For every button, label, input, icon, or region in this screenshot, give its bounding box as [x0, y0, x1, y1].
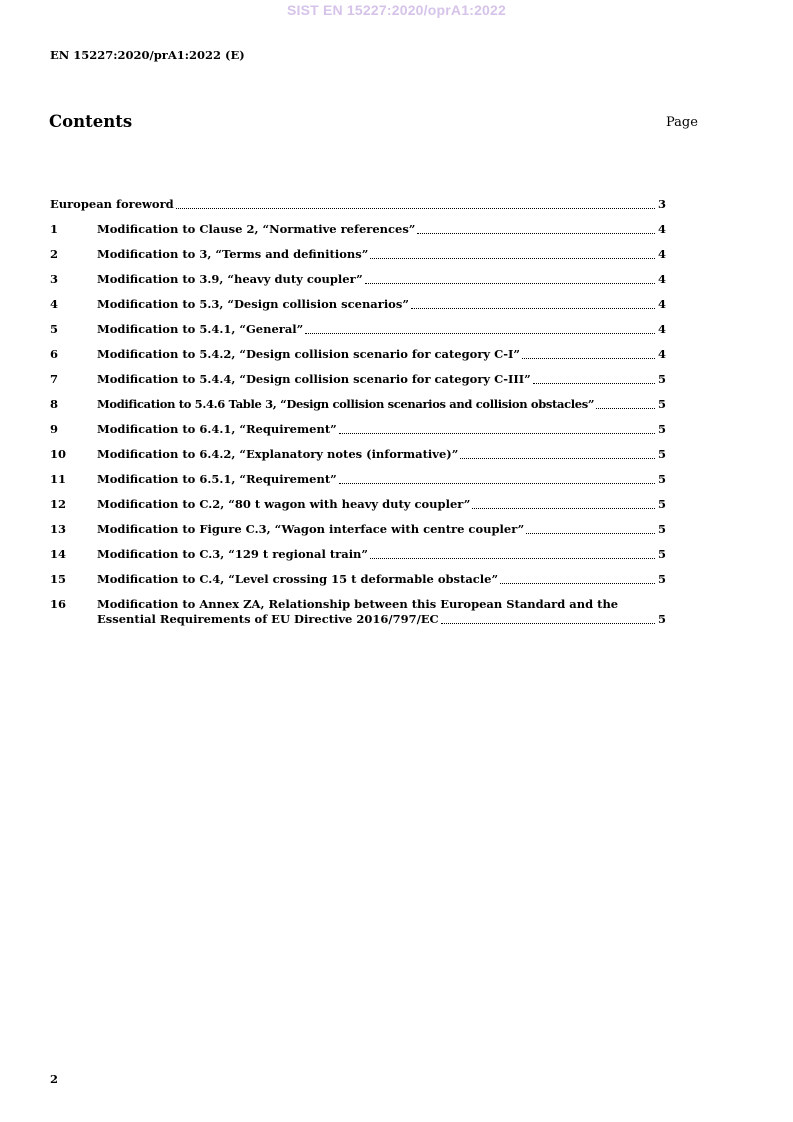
dot-leader — [365, 283, 655, 284]
toc-page-number: 5 — [657, 372, 666, 386]
toc-entry-title: Modification to 5.3, “Design collision scenarios” — [97, 297, 409, 311]
dot-leader — [339, 483, 655, 484]
dot-leader — [370, 558, 655, 559]
toc-page-number: 4 — [657, 322, 666, 336]
toc-entry-number: 14 — [50, 547, 67, 561]
toc-entry[interactable] — [50, 497, 666, 512]
toc-page-number: 5 — [657, 522, 666, 536]
toc-entry[interactable] — [50, 197, 666, 212]
toc-entry-title: Modification to Figure C.3, “Wagon interface with centre coupler” — [97, 522, 525, 536]
toc-entry-title: Modification to 5.4.2, “Design collision scenario for category C-I” — [97, 347, 521, 361]
watermark: SIST EN 15227:2020/oprA1:2022 — [286, 2, 507, 18]
toc-entry[interactable] — [50, 247, 666, 262]
toc-page-number: 5 — [657, 612, 666, 626]
toc-entry[interactable] — [50, 572, 666, 587]
toc-page-number: 5 — [657, 447, 666, 461]
toc-entry-title: Modification to C.4, “Level crossing 15 t deformable obstacle” — [97, 572, 499, 586]
toc-entry-number: 16 — [50, 597, 67, 611]
toc-entry-number: 6 — [50, 347, 59, 361]
toc-entry-title: Modification to C.2, “80 t wagon with heavy duty coupler” — [97, 497, 471, 511]
toc-page-number: 4 — [657, 222, 666, 236]
dot-leader — [460, 458, 655, 459]
toc-entry-number: 15 — [50, 572, 67, 586]
toc-entry-number: 5 — [50, 322, 59, 336]
toc-entry[interactable] — [50, 397, 666, 412]
toc-entry-number: 13 — [50, 522, 67, 536]
toc-entry[interactable] — [50, 347, 666, 362]
dot-leader — [526, 533, 655, 534]
toc-page-number: 5 — [657, 397, 666, 411]
toc-entry-title: Modification to 6.4.2, “Explanatory notes (informative)” — [97, 447, 459, 461]
toc-entry-title: Modification to 6.4.1, “Requirement” — [97, 422, 337, 436]
toc-entry-number: 7 — [50, 372, 59, 386]
toc-entry-title: Modification to 3.9, “heavy duty coupler” — [97, 272, 363, 286]
dot-leader — [370, 258, 655, 259]
toc-page-number: 4 — [657, 272, 666, 286]
toc-entry[interactable] — [50, 272, 666, 287]
toc-entry-number: 8 — [50, 397, 59, 411]
toc-entry[interactable] — [50, 422, 666, 437]
toc-entry-title: Modification to 5.4.6 Table 3, “Design collision scenarios and collision obstacles” — [97, 397, 595, 411]
toc-entry-number: 4 — [50, 297, 59, 311]
toc-page-number: 5 — [657, 547, 666, 561]
page-column-label: Page — [666, 115, 698, 130]
toc-entry[interactable] — [50, 597, 666, 627]
toc-entry-number: 1 — [50, 222, 59, 236]
dot-leader — [500, 583, 655, 584]
toc-entry[interactable] — [50, 447, 666, 462]
dot-leader — [411, 308, 655, 309]
toc-page-number: 5 — [657, 422, 666, 436]
toc-entry-title: Modification to 3, “Terms and definitions” — [97, 247, 369, 261]
document-id: EN 15227:2020/prA1:2022 (E) — [50, 48, 245, 62]
toc-entry[interactable] — [50, 522, 666, 537]
toc-entry-title: Modification to Clause 2, “Normative references” — [97, 222, 416, 236]
toc-entry-title: Modification to C.3, “129 t regional train” — [97, 547, 369, 561]
toc-page-number: 5 — [657, 572, 666, 586]
toc-entry-number: 3 — [50, 272, 59, 286]
toc-entry[interactable] — [50, 322, 666, 337]
toc-entry-number: 11 — [50, 472, 67, 486]
dot-leader — [417, 233, 655, 234]
contents-title: Contents — [49, 112, 133, 131]
toc-entry-number: 9 — [50, 422, 59, 436]
dot-leader — [522, 358, 655, 359]
table-of-contents — [50, 197, 666, 637]
toc-entry-title: Modification to 6.5.1, “Requirement” — [97, 472, 337, 486]
dot-leader — [596, 408, 655, 409]
toc-page-number: 5 — [657, 497, 666, 511]
toc-entry-number: 12 — [50, 497, 67, 511]
toc-page-number: 4 — [657, 297, 666, 311]
toc-entry-number: 10 — [50, 447, 67, 461]
toc-entry-title: European foreword — [50, 197, 174, 211]
toc-entry[interactable] — [50, 222, 666, 237]
toc-entry[interactable] — [50, 547, 666, 562]
dot-leader — [441, 623, 655, 624]
dot-leader — [472, 508, 655, 509]
toc-page-number: 4 — [657, 247, 666, 261]
footer-page-number: 2 — [50, 1072, 59, 1086]
toc-page-number: 3 — [657, 197, 666, 211]
toc-entry[interactable] — [50, 472, 666, 487]
toc-entry-title: Modification to Annex ZA, Relationship between this European Standard and the — [97, 597, 619, 611]
dot-leader — [176, 208, 655, 209]
toc-entry-title: Modification to 5.4.4, “Design collision scenario for category C-III” — [97, 372, 531, 386]
toc-page-number: 4 — [657, 347, 666, 361]
toc-page-number: 5 — [657, 472, 666, 486]
toc-entry[interactable] — [50, 297, 666, 312]
toc-entry-number: 2 — [50, 247, 59, 261]
toc-entry-title: Modification to 5.4.1, “General” — [97, 322, 304, 336]
toc-entry[interactable] — [50, 372, 666, 387]
toc-entry-title-continued: Essential Requirements of EU Directive 2016/797/EC — [97, 612, 439, 626]
dot-leader — [339, 433, 655, 434]
dot-leader — [305, 333, 655, 334]
dot-leader — [533, 383, 655, 384]
